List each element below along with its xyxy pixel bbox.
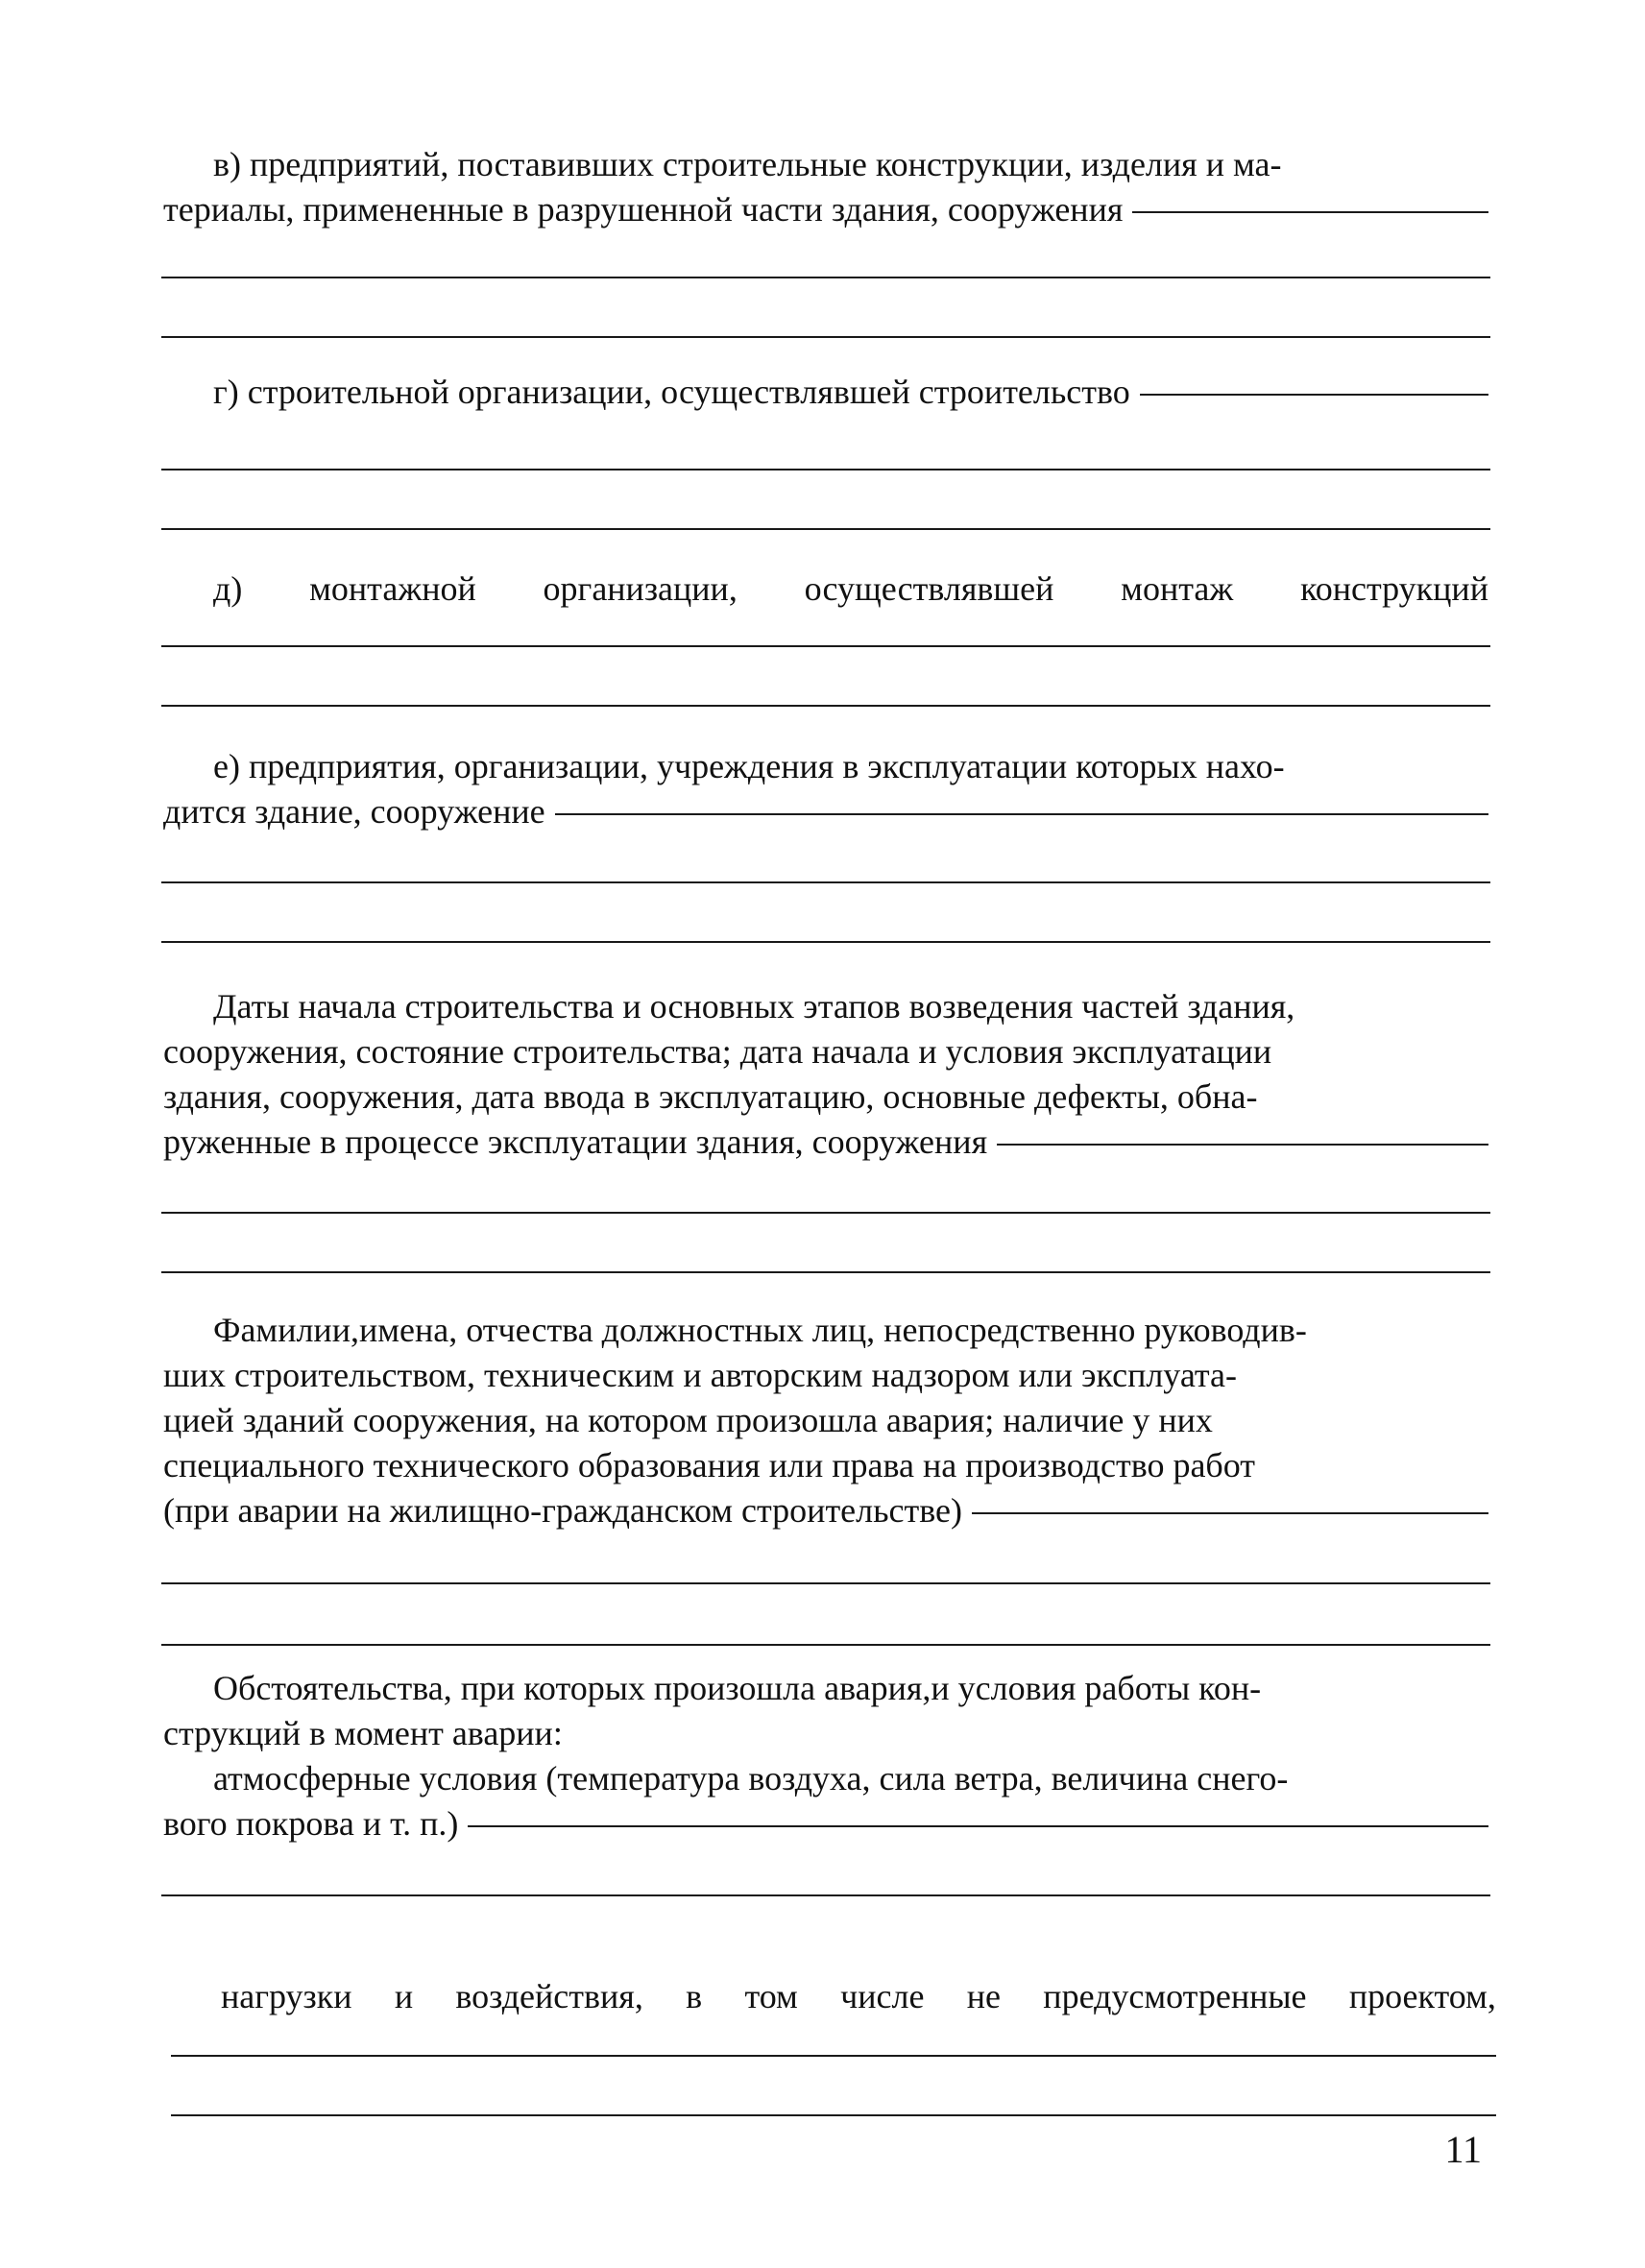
section-e-blank-line-2[interactable] xyxy=(161,941,1490,943)
section-officials-line-1: Фамилии,имена, отчества должностных лиц, непосредственно руководив- xyxy=(213,1311,1307,1349)
section-circumstances-line-2: струкций в момент аварии: xyxy=(163,1714,563,1752)
section-v-blank-line-2[interactable] xyxy=(161,336,1490,338)
section-officials-line-5-row xyxy=(163,1488,1488,1533)
section-dates-blank-line-2[interactable] xyxy=(161,1271,1490,1273)
section-circumstances-fill-field[interactable] xyxy=(468,1825,1488,1827)
section-d xyxy=(163,567,1488,612)
section-e-line-1: е) предприятия, организации, учреждения в эксплуатации которых нахо- xyxy=(213,747,1285,785)
section-loads-word: предусмотренные xyxy=(1043,1977,1307,2015)
section-loads xyxy=(171,1974,1496,2019)
section-loads-blank-line-1[interactable] xyxy=(171,2055,1496,2057)
section-loads-word: числе xyxy=(840,1977,925,2015)
section-d-word: монтаж xyxy=(1121,569,1234,608)
section-dates-fill-field[interactable] xyxy=(997,1144,1488,1146)
section-g-line-1: г) строительной организации, осуществлявшей строительство xyxy=(213,373,1130,411)
section-officials-line-2: ших строительством, техническим и авторским надзором или эксплуата- xyxy=(163,1356,1238,1394)
section-d-word: д) xyxy=(213,569,243,608)
section-circumstances-blank-line-1[interactable] xyxy=(161,1894,1490,1896)
section-d-line-1 xyxy=(163,567,1488,612)
section-circumstances-line-4-row xyxy=(163,1801,1488,1846)
section-circumstances-line-4: вого покрова и т. п.) xyxy=(163,1804,459,1843)
section-g-line-1-row xyxy=(163,370,1488,415)
section-dates-line-4: руженные в процессе эксплуатации здания, сооружения xyxy=(163,1122,988,1161)
section-circumstances-line-3: атмосферные условия (температура воздуха, сила ветра, величина снего- xyxy=(213,1759,1289,1798)
section-d-word: осуществлявшей xyxy=(804,569,1054,608)
section-officials-blank-line-1[interactable] xyxy=(161,1582,1490,1584)
section-g-blank-line-2[interactable] xyxy=(161,528,1490,530)
section-dates-line-4-row xyxy=(163,1120,1488,1165)
section-officials-line-3: цией зданий сооружения, на котором произошла авария; наличие у них xyxy=(163,1401,1213,1439)
section-circumstances-line-1: Обстоятельства, при которых произошла авария,и условия работы кон- xyxy=(213,1669,1262,1707)
section-loads-word: в xyxy=(686,1977,703,2015)
section-e-blank-line-1[interactable] xyxy=(161,881,1490,883)
section-d-blank-line-1[interactable] xyxy=(161,645,1490,647)
section-loads-word: не xyxy=(966,1977,1001,2015)
section-v-fill-field[interactable] xyxy=(1132,211,1488,213)
section-d-word: конструкций xyxy=(1300,569,1488,608)
page-number: 11 xyxy=(1444,2128,1482,2171)
section-officials-line-5: (при аварии на жилищно-гражданском строительстве) xyxy=(163,1491,963,1530)
section-g xyxy=(163,370,1488,415)
section-loads-word: нагрузки xyxy=(221,1977,352,2015)
section-officials-line-4: специального технического образования или права на производство работ xyxy=(163,1446,1256,1484)
section-d-blank-line-2[interactable] xyxy=(161,705,1490,707)
section-loads-word: проектом, xyxy=(1348,1977,1496,2015)
section-officials xyxy=(163,1308,1488,1533)
section-v-blank-line-1[interactable] xyxy=(161,277,1490,278)
section-dates xyxy=(163,984,1488,1165)
section-v-line-1: в) предприятий, поставивших строительные конструкции, изделия и ма- xyxy=(213,145,1282,183)
section-loads-word: и xyxy=(394,1977,414,2015)
section-loads-word: воздействия, xyxy=(455,1977,643,2015)
section-loads-line-1 xyxy=(171,1974,1496,2019)
section-dates-line-1: Даты начала строительства и основных этапов возведения частей здания, xyxy=(213,987,1295,1025)
section-e-fill-field[interactable] xyxy=(555,813,1488,815)
section-v xyxy=(163,142,1488,232)
section-e-line-2: дится здание, сооружение xyxy=(163,792,545,831)
section-officials-fill-field[interactable] xyxy=(972,1512,1488,1514)
section-dates-line-2: сооружения, состояние строительства; дата начала и условия эксплуатации xyxy=(163,1032,1272,1071)
section-v-line-2-row xyxy=(163,187,1488,232)
section-d-word: монтажной xyxy=(309,569,476,608)
section-loads-blank-line-2[interactable] xyxy=(171,2114,1496,2116)
section-g-blank-line-1[interactable] xyxy=(161,469,1490,470)
section-dates-blank-line-1[interactable] xyxy=(161,1212,1490,1214)
section-circumstances xyxy=(163,1666,1488,1846)
section-officials-blank-line-2[interactable] xyxy=(161,1644,1490,1646)
section-loads-word: том xyxy=(744,1977,798,2015)
section-g-fill-field[interactable] xyxy=(1140,394,1488,396)
section-e xyxy=(163,744,1488,834)
section-d-word: организации, xyxy=(543,569,738,608)
section-e-line-2-row xyxy=(163,789,1488,834)
section-dates-line-3: здания, сооружения, дата ввода в эксплуатацию, основные дефекты, обна- xyxy=(163,1077,1258,1116)
section-v-line-2: териалы, примененные в разрушенной части здания, сооружения xyxy=(163,190,1124,229)
